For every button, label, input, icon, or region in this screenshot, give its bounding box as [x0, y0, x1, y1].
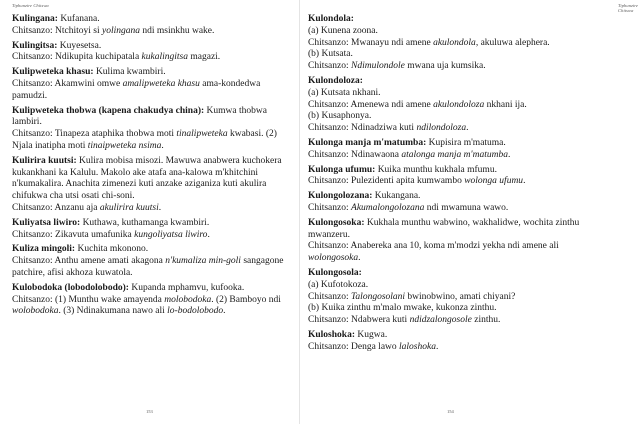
entry-line: [308, 100, 593, 112]
entry-line: [308, 203, 593, 215]
text-run: Chitsanzo: Denga lawo: [308, 341, 400, 352]
entry-definition: [12, 244, 288, 256]
text-run: (b) Kutsata.: [308, 49, 353, 60]
definition-text: Kukhala munthu wabwino, wakhalidwe, wochita zinthu mwanzeru.: [308, 217, 580, 240]
entry-example: [12, 52, 288, 64]
entry-line: [308, 111, 593, 123]
text-run: nkhani ija.: [484, 99, 527, 110]
entry-line: [308, 280, 593, 292]
example-term: akulirira kuutsi: [99, 202, 159, 213]
entry-definition: [12, 67, 288, 79]
headword: Kulingitsa:: [12, 40, 58, 51]
example-term: Akumalongolozana: [351, 202, 425, 213]
headword: Kulonga manja m'matumba:: [308, 137, 427, 148]
entry-definition: [12, 156, 288, 203]
dictionary-entry: [308, 138, 593, 162]
text-run: .: [358, 253, 361, 264]
example-term: laloshoka: [399, 341, 436, 352]
text-run: .: [161, 140, 164, 151]
headword: Kulondoloza:: [308, 75, 363, 86]
text-run: Chitsanzo: (1) Munthu wake amayenda: [12, 294, 165, 305]
headword: Kulondola:: [308, 14, 354, 24]
text-run: Chitsanzo: Ndabwera kuti: [308, 315, 410, 326]
entry-example: [12, 295, 288, 319]
text-run: Chitsanzo: Ndinadziwa kuti: [308, 123, 417, 134]
entry-definition: [308, 218, 593, 242]
headword: Kuliyatsa liwiro:: [12, 217, 81, 228]
example-term: tinaipweteka nsima: [87, 140, 162, 151]
text-run: Chitsanzo: Ntchitoyi si: [12, 25, 102, 36]
text-run: ndi msinkhu wake.: [139, 25, 215, 36]
text-run: Chitsanzo: Tinapeza ataphika thobwa moti: [12, 129, 177, 140]
entry-example: [12, 79, 288, 103]
text-run: .: [507, 149, 511, 160]
dictionary-entry: [308, 191, 593, 215]
example-term: tinalipweteka: [176, 129, 228, 140]
entry-line: [308, 88, 593, 100]
text-run: magazi.: [188, 52, 221, 63]
definition-text: Kukangana.: [372, 191, 421, 202]
entry-line: [308, 61, 593, 73]
running-head-left: Tiphunzire Chitswa: [12, 3, 49, 8]
text-run: Chitsanzo: Mwanayu ndi amene: [308, 37, 434, 48]
example-term: Talongosolani: [351, 291, 406, 302]
example-term: kungoliyatsa liwiro: [134, 229, 208, 240]
dictionary-entry: [12, 41, 288, 65]
entry-example: [12, 256, 288, 280]
entry-definition: [12, 283, 288, 295]
entry-line: [308, 342, 593, 354]
example-term: lo-bodolobodo: [167, 306, 224, 317]
example-term: atalonga manja m'matumba: [401, 149, 508, 160]
text-run: , akuluwa alephera.: [475, 37, 550, 48]
example-term: ndidzalongosole: [409, 315, 472, 326]
definition-text: Kulima kwambiri.: [93, 67, 166, 78]
entry-definition: [12, 106, 288, 130]
definition-text: Kuika munthu kukhala mfumu.: [375, 164, 497, 175]
text-run: Chitsanzo: Akamwini omwe: [12, 78, 123, 89]
text-run: Chitsanzo: Ndinawaona: [308, 149, 402, 160]
text-run: bwinobwino, amati chiyani?: [405, 291, 516, 302]
example-term: ndilondoloza: [416, 123, 467, 134]
headword: Kulipweteka khasu:: [12, 67, 94, 78]
running-head-right: Tiphunzire Chitswa: [618, 3, 638, 13]
text-run: kwabasi. (2) Njala inatipha moti: [12, 129, 277, 151]
text-run: Chitsanzo:: [308, 291, 352, 302]
entry-definition: [308, 76, 593, 88]
text-run: .: [435, 341, 439, 352]
text-run: .: [523, 176, 526, 187]
dictionary-entry: [308, 76, 593, 135]
text-run: .: [207, 229, 210, 240]
page-number-right: 154: [447, 409, 454, 414]
text-run: (a) Kunena zoona.: [308, 25, 378, 36]
text-run: Chitsanzo: Zikavuta umafunika: [12, 229, 135, 240]
example-term: wolongosoka: [308, 253, 359, 264]
example-term: yolingana: [101, 25, 140, 36]
definition-text: Kuchita mkonono.: [75, 244, 149, 255]
example-term: amalipweteka khasu: [122, 78, 200, 89]
left-page: [0, 0, 300, 424]
text-run: (a) Kufotokoza.: [308, 279, 369, 290]
definition-text: Kuthawa, kuthamanga kwambiri.: [80, 217, 210, 228]
entry-example: [12, 26, 288, 38]
entry-line: [308, 49, 593, 61]
text-run: (a) Kutsata nkhani.: [308, 87, 381, 98]
headword: Kulongosola:: [308, 267, 362, 278]
example-term: Ndimulondole: [351, 61, 405, 72]
dictionary-entry: [12, 14, 288, 38]
entry-definition: [12, 41, 288, 53]
text-run: Chitsanzo: Anabereka ana 10, koma m'modzi yekha ndi amene ali: [308, 241, 559, 252]
right-page-body: [308, 14, 593, 357]
definition-text: Kupisira m'matuma.: [426, 137, 506, 148]
example-term: molobodoka: [164, 294, 212, 305]
text-run: .: [466, 123, 469, 134]
text-run: . (2) Bamboyo ndi: [211, 294, 281, 305]
definition-text: Kufanana.: [57, 14, 100, 24]
headword: Kulongosoka:: [308, 217, 365, 228]
entry-example: [12, 129, 288, 153]
text-run: (b) Kuika zinthu m'malo mwake, kukonza zinthu.: [308, 303, 497, 314]
text-run: .: [223, 306, 226, 317]
entry-definition: [308, 138, 593, 150]
entry-line: [308, 176, 593, 188]
dictionary-entry: [12, 283, 288, 318]
definition-text: Kulira mobisa misozi. Mawuwa anabwera kuchokera kukankhani ka Kalulu. Makolo ake atafa ana-kalowa m'khitchini n'kumakalira. Anachita zimenezi kuti anzake aziganiza kuti akulira chifukwa cha utsi osati chi-soni.: [12, 155, 282, 202]
example-term: n'kumaliza min-goli: [165, 256, 241, 267]
text-run: sangagone patchire, afisi akhoza kuwatola.: [12, 256, 284, 278]
text-run: (b) Kusaphonya.: [308, 111, 372, 122]
entry-line: [308, 123, 593, 135]
headword: Kulipweteka thobwa (kapena chakudya china):: [12, 105, 205, 116]
entry-definition: [308, 268, 593, 280]
text-run: Chitsanzo:: [308, 61, 352, 72]
dictionary-entry: [308, 268, 593, 327]
text-run: ama-kondedwa pamudzi.: [12, 78, 261, 101]
dictionary-entry: [308, 330, 593, 354]
entry-definition: [12, 218, 288, 230]
entry-example: [12, 230, 288, 242]
definition-text: Kupanda mphamvu, kufooka.: [128, 282, 245, 293]
example-term: akulondola: [433, 37, 476, 48]
headword: Kuliza mingoli:: [12, 244, 76, 255]
headword: Kulonga ufumu:: [308, 164, 376, 175]
entry-line: [308, 303, 593, 315]
dictionary-entry: [308, 218, 593, 265]
entry-definition: [12, 14, 288, 26]
text-run: . (3) Ndinakumana nawo ali: [58, 306, 168, 317]
example-term: wolonga ufumu: [464, 176, 524, 187]
entry-definition: [308, 14, 593, 26]
text-run: Chitsanzo: Ndikupita kuchipatala: [12, 52, 142, 63]
dictionary-entry: [12, 106, 288, 153]
page-number-left: 153: [146, 409, 153, 414]
entry-line: [308, 241, 593, 265]
text-run: Chitsanzo: Anthu amene amati akagona: [12, 256, 166, 267]
entry-line: [308, 26, 593, 38]
text-run: zinthu.: [471, 315, 501, 326]
definition-text: Kumwa thobwa lambiri.: [12, 105, 267, 128]
text-run: Chitsanzo: Pulezidenti apita kumwambo: [308, 176, 465, 187]
left-page-body: [12, 14, 288, 321]
headword: Kulobodoka (lobodolobodo):: [12, 282, 129, 293]
definition-text: Kugwa.: [355, 329, 388, 340]
text-run: .: [158, 202, 162, 213]
example-term: kukalingitsa: [141, 52, 188, 63]
entry-line: [308, 292, 593, 304]
entry-definition: [308, 165, 593, 177]
entry-line: [308, 38, 593, 50]
headword: Kulingana:: [12, 14, 58, 24]
text-run: Chitsanzo: Amenewa ndi amene: [308, 99, 434, 110]
entry-definition: [308, 191, 593, 203]
dictionary-entry: [308, 14, 593, 73]
dictionary-entry: [308, 165, 593, 189]
dictionary-entry: [12, 67, 288, 102]
example-term: akulondoloza: [433, 99, 485, 110]
right-page: [300, 0, 638, 424]
example-term: wolobodoka: [12, 306, 59, 317]
text-run: Chitsanzo:: [308, 202, 352, 213]
headword: Kulongolozana:: [308, 191, 373, 202]
entry-line: [308, 315, 593, 327]
headword: Kulirira kuutsi:: [12, 155, 77, 166]
entry-line: [308, 150, 593, 162]
text-run: Chitsanzo: Anzanu aja: [12, 202, 100, 213]
dictionary-entry: [12, 156, 288, 215]
definition-text: Kuyesetsa.: [57, 40, 102, 51]
headword: Kuloshoka:: [308, 329, 355, 340]
text-run: ndi mwamuna wawo.: [424, 202, 509, 213]
text-run: mwana uja kumsika.: [404, 61, 486, 72]
entry-definition: [308, 330, 593, 342]
dictionary-entry: [12, 218, 288, 242]
entry-example: [12, 203, 288, 215]
dictionary-entry: [12, 244, 288, 279]
